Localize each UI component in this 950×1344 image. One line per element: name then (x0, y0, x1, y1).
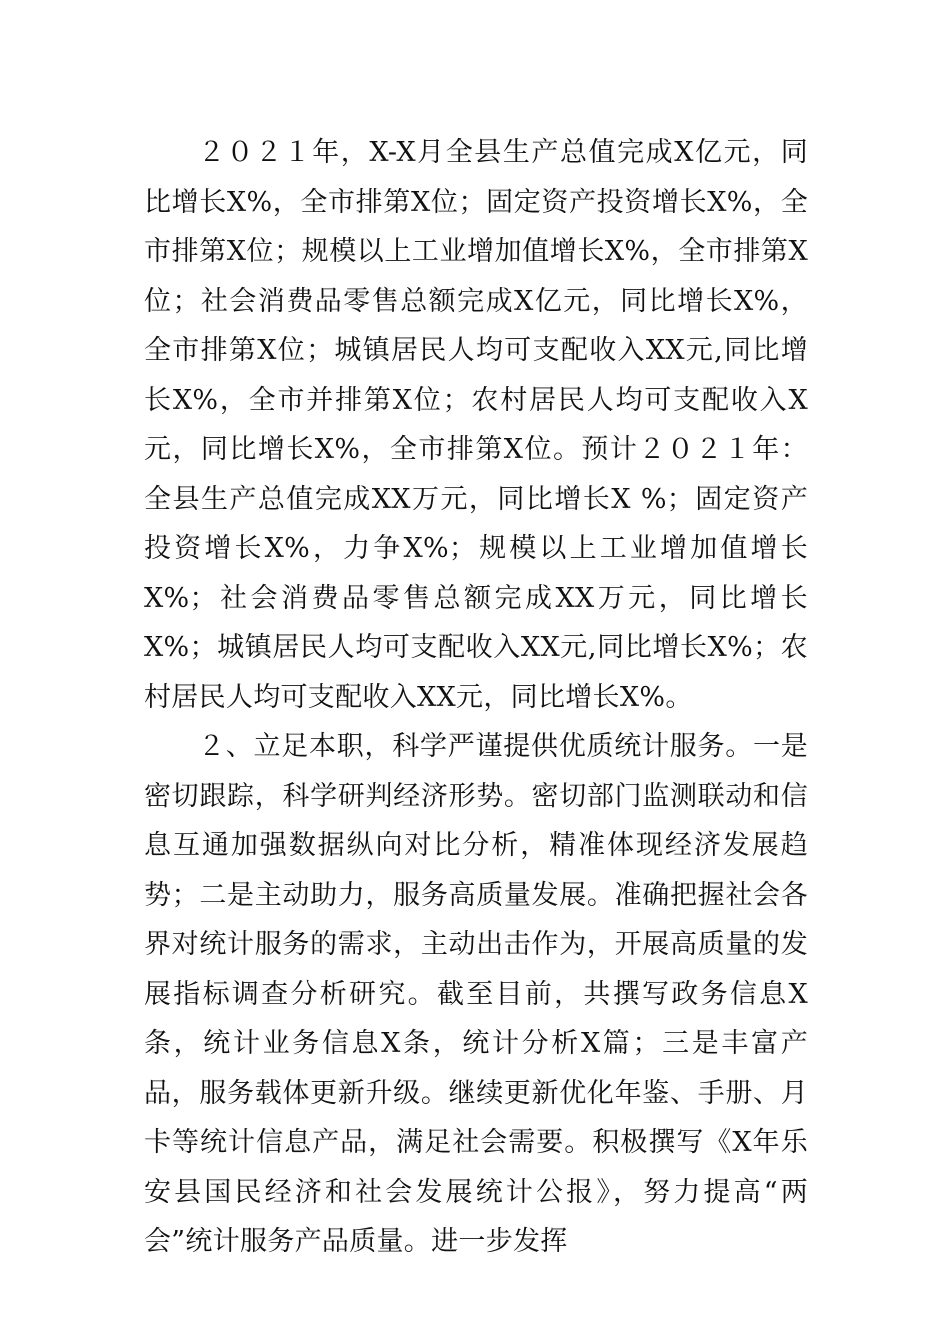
paragraph-statistical-services: ２、立足本职，科学严谨提供优质统计服务。一是密切跟踪，科学研判经济形势。密切部门监测联动和信息互通加强数据纵向对比分析，精准体现经济发展趋势；二是主动助力，服务高质量发展。准确把握社会各界对统计服务的需求，主动出击作为，开展高质量的发展指标调查分析研究。截至目前，共撰写政务信息X条，统计业务信息X条，统计分析X篇；三是丰富产品，服务载体更新升级。继续更新优化年鉴、手册、月卡等统计信息产品，满足社会需要。积极撰写《X年乐安县国民经济和社会发展统计公报》，努力提高“两会”统计服务产品质量。进一步发挥 (144, 731, 808, 1257)
document-body (144, 128, 808, 1267)
paragraph-economic-indicators: ２０２１年，X-X月全县生产总值完成X亿元，同比增长X%，全市排第X位；固定资产投资增长X%，全市排第X位；规模以上工业增加值增长X%，全市排第X位；社会消费品零售总额完成X亿元，同比增长X%，全市排第X位；城镇居民人均可支配收入XX元,同比增长X%，全市并排第X位；农村居民人均可支配收入X元，同比增长X%，全市排第X位。预计２０２１年：全县生产总值完成XX万元，同比增长X %；固定资产投资增长X%，力争X%；规模以上工业增加值增长X%；社会消费品零售总额完成XX万元，同比增长X%；城镇居民人均可支配收入XX元,同比增长X%；农村居民人均可支配收入XX元，同比增长X%。 (144, 137, 808, 713)
